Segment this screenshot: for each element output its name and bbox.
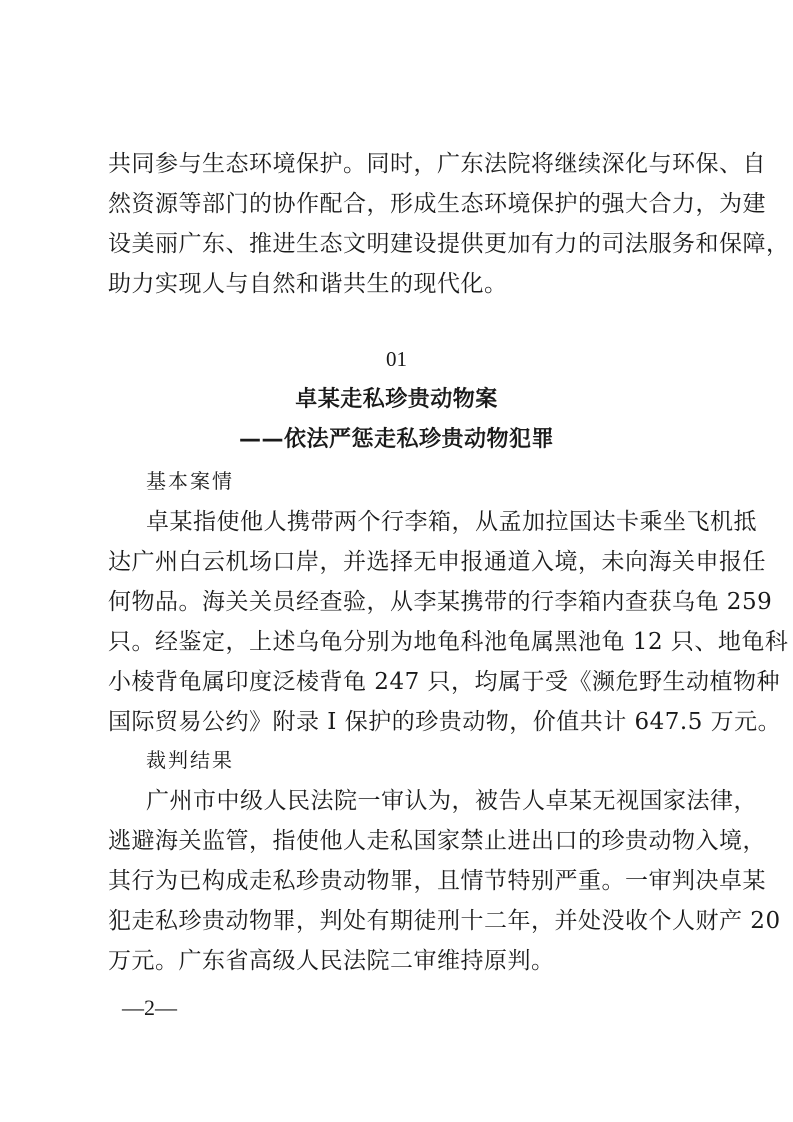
facts-line-3: 何物品。海关关员经查验，从李某携带的行李箱内查获乌龟 259	[108, 589, 773, 615]
judgment-line-1: 广州市中级人民法院一审认为，被告人卓某无视国家法律，	[146, 788, 757, 814]
case-subtitle: ——依法严惩走私珍贵动物犯罪	[238, 427, 554, 452]
judgment-line-5: 万元。广东省高级人民法院二审维持原判。	[108, 948, 555, 974]
intro-line-2: 然资源等部门的协作配合，形成生态环境保护的强大合力，为建	[108, 191, 766, 217]
basic-facts-heading: 基本案情	[146, 469, 234, 493]
judgment-line-4: 犯走私珍贵动物罪，判处有期徒刑十二年，并处没收个人财产 20	[108, 908, 781, 934]
page-number: —2—	[122, 995, 177, 1020]
intro-line-4: 助力实现人与自然和谐共生的现代化。	[108, 271, 508, 297]
facts-line-6: 国际贸易公约》附录 I 保护的珍贵动物，价值共计 647.5 万元。	[108, 709, 782, 735]
facts-line-1: 卓某指使他人携带两个行李箱，从孟加拉国达卡乘坐飞机抵	[146, 509, 757, 535]
intro-line-3: 设美丽广东、推进生态文明建设提供更加有力的司法服务和保障，	[108, 231, 790, 257]
case-title: 卓某走私珍贵动物案	[295, 387, 498, 412]
facts-line-4: 只。经鉴定，上述乌龟分别为地龟科池龟属黑池龟 12 只、地龟科	[108, 629, 789, 655]
case-number: 01	[386, 347, 407, 371]
judgment-line-3: 其行为已构成走私珍贵动物罪，且情节特别严重。一审判决卓某	[108, 868, 766, 894]
judgment-line-2: 逃避海关监管，指使他人走私国家禁止进出口的珍贵动物入境，	[108, 828, 766, 854]
intro-line-1: 共同参与生态环境保护。同时，广东法院将继续深化与环保、自	[108, 151, 766, 177]
facts-line-5: 小棱背龟属印度泛棱背龟 247 只，均属于受《濒危野生动植物种	[108, 669, 781, 695]
judgment-heading: 裁判结果	[146, 748, 234, 772]
facts-line-2: 达广州白云机场口岸，并选择无申报通道入境，未向海关申报任	[108, 549, 766, 575]
